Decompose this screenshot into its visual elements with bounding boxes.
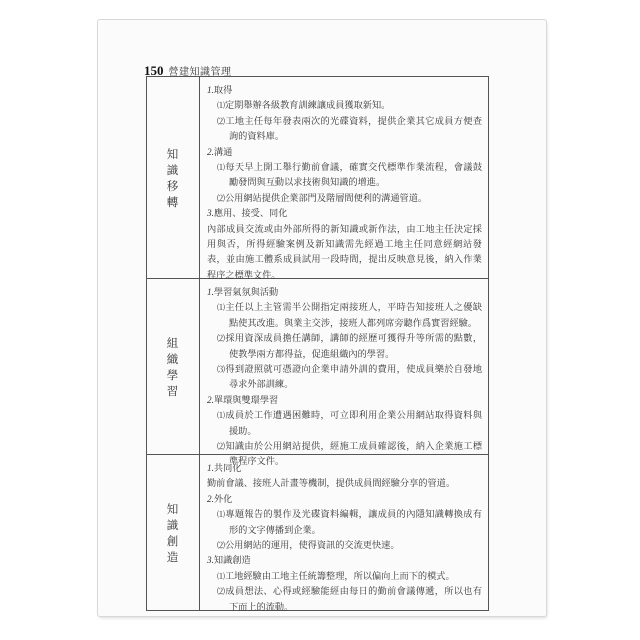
content-table — [146, 76, 489, 611]
item-marker: ⑵ — [217, 193, 225, 203]
row-label: 知識移轉 — [166, 146, 180, 209]
section-title: 學習氣氛與活動 — [213, 287, 279, 298]
list-item — [217, 191, 482, 206]
item-text: 工地主任每年發表兩次的光碟資料，提供企業其它成員方便查詢的資料庫。 — [225, 115, 483, 143]
item-text: 主任以上主管需半公開指定兩接班人，平時告知接班人之優缺點使其改進。與業主交涉，接班人都列席旁聽作爲實習經驗。 — [225, 302, 483, 329]
table-row — [147, 455, 488, 613]
section-title: 外化 — [213, 493, 233, 505]
section-paragraph: 內部成員交流或由外部所得的新知識或新作法，由工地主任決定採用與否，所得經驗案例及新知識需先經過工地主任同意經網站發表，並由施工體系成員試用一段時間，提出反映意見後，納入作業程序之標準文件。 — [207, 223, 482, 281]
section-number: 2. — [207, 493, 214, 504]
list-item — [217, 300, 482, 331]
list-item — [217, 160, 482, 191]
list-item — [217, 98, 482, 113]
section-number: 3. — [207, 208, 214, 219]
item-text: 每天早上開工舉行勤前會議，確實交代標準作業流程，會議鼓勵發問與互動以求技術與知識的增進。 — [225, 162, 483, 189]
row-content — [207, 285, 482, 470]
table-row — [147, 77, 488, 279]
list-item — [217, 569, 482, 584]
section-heading — [207, 461, 482, 476]
row-label: 知識創造 — [166, 501, 180, 564]
list-item — [217, 538, 482, 553]
item-marker: ⑵ — [217, 541, 225, 551]
list-item — [217, 362, 482, 393]
page-number: 150 — [144, 63, 164, 78]
section-title: 溝通 — [213, 146, 233, 158]
section-heading — [207, 553, 482, 568]
list-item — [217, 331, 482, 362]
book-title: 營建知識管理 — [168, 67, 232, 78]
section-title: 應用、接受、同化 — [213, 208, 288, 220]
item-text: 成員想法、心得或經驗能經由每日的勤前會議傳遞，所以也有下而上的流動。 — [225, 586, 483, 613]
list-item — [217, 584, 482, 615]
section-number: 1. — [207, 463, 214, 473]
section-heading — [207, 393, 482, 408]
item-text: 知識由於公用網站提供，經施工成員確認後，納入企業施工標準程序文件。 — [225, 441, 483, 468]
section-title: 單環與雙環學習 — [213, 394, 279, 406]
item-text: 得到證照就可憑證向企業申請外訓的費用，使成員樂於自發地尋求外部訓練。 — [225, 364, 483, 391]
list-item — [217, 114, 482, 145]
section-number: 3. — [207, 555, 214, 566]
section-heading — [207, 83, 482, 98]
section-number: 1. — [207, 85, 214, 95]
item-marker: ⑴ — [217, 411, 226, 421]
item-marker: ⑵ — [217, 334, 226, 344]
section-number: 2. — [207, 146, 214, 157]
item-marker: ⑴ — [217, 303, 226, 313]
item-text: 公用網站提供企業部門及階層間便利的溝通管道。 — [225, 192, 428, 204]
list-item — [217, 408, 482, 439]
item-text: 定期舉辦各級教育訓練讓成員獲取新知。 — [225, 100, 391, 112]
list-item — [217, 507, 482, 538]
section-number: 2. — [207, 394, 214, 405]
row-label: 組織學習 — [166, 335, 180, 398]
section-heading — [207, 206, 482, 221]
item-marker: ⑵ — [217, 587, 226, 597]
item-text: 工地經驗由工地主任統籌整理，所以偏向上而下的模式。 — [225, 570, 455, 582]
section-heading — [207, 285, 482, 300]
item-marker: ⑶ — [217, 365, 226, 375]
section-paragraph: 勤前會議、接班人計畫等機制，提供成員間經驗分享的管道。 — [207, 478, 456, 490]
item-marker: ⑵ — [217, 442, 226, 452]
section-title: 取得 — [213, 85, 233, 96]
row-content — [207, 83, 482, 283]
item-text: 成員於工作遭遇困難時，可立即利用企業公用網站取得資料與援助。 — [225, 410, 483, 437]
item-marker: ⑴ — [217, 163, 226, 173]
item-text: 專題報告的製作及光碟資料編輯，讓成員的內隱知識轉換成有形的文字傳播到企業。 — [225, 509, 483, 536]
item-marker: ⑴ — [217, 510, 226, 520]
section-heading — [207, 145, 482, 160]
section-number: 1. — [207, 287, 214, 297]
section-heading — [207, 492, 482, 507]
section-title: 知識創造 — [213, 555, 251, 567]
section-title: 共同化 — [213, 463, 242, 474]
item-marker: ⑴ — [217, 571, 225, 581]
item-text: 公用網站的運用，使得資訊的交流更快速。 — [225, 540, 400, 552]
book-page — [98, 20, 546, 616]
item-marker: ⑵ — [217, 116, 226, 126]
row-content — [207, 461, 482, 615]
table-row — [147, 279, 488, 468]
item-text: 採用資深成員擔任講師，講師的經歷可獲得升等所需的點數，使教學兩方都得益，促進組織內的學習。 — [225, 333, 483, 360]
item-marker: ⑴ — [217, 101, 225, 111]
